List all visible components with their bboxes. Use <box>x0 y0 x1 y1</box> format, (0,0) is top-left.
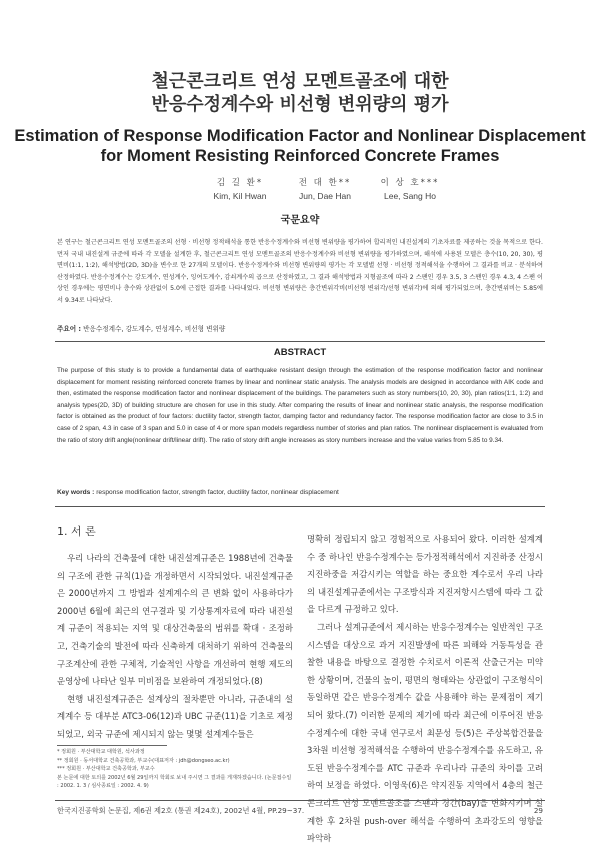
abstract-english-heading: ABSTRACT <box>273 347 327 358</box>
footer <box>57 806 543 816</box>
keywords-korean-label: 주요어 : <box>57 325 82 333</box>
title-english-line-2: for Moment Resisting Reinforced Concrete Frames <box>100 147 500 165</box>
footer-divider <box>55 800 545 801</box>
abstract-korean-text: 본 연구는 철근콘크리트 연성 모멘트골조의 선형 · 비선형 정적해석을 통한 반응수정계수와 비선형 변위량을 평가하여 합리적인 내진설계의 기초자료를 제공하는 것을 목적으로 한다. 먼저 국내 내진설계 규준에 따라 각 모델을 설계한 후, 철근콘크리트 연성 모멘트골조의 반응수정계수와 비선형 변위량을 평가하였으며, 해석에 사용된 모델은 층수(10, 20, 30), 평면비(1:1, 1:2), 해석방법(2D, 3D)을 변수로 한 27개의 모델이다. 반응수정계수와 비선형 변위량의 평가는 각 모델별 선형 · 비선형 정적해석을 수행하여 그 결과를 비교 · 분석하여 산정하였다. 반응수정계수는 강도계수, 연성계수, 잉여도계수, 감쇠계수의 곱으로 산정하였고, 그 결과 해석방법과 지형골조에 따라 2 스팬인 경우 3.5, 3 스팬인 경우 4.3, 4 스팬 이상인 경우에는 평면비나 층수와 상관없이 5.0에 근접한 결과를 나타내었다. 비선형 변위량은 층간변위각비(비선형 변위각/선형 변위각)에 의해 평가되었으며, 층간변위비는 5.85에서 9.34로 나타났다. <box>57 239 543 304</box>
footnote-2: ** 정회원 · 동서대학교 건축공학과, 부교수(대표저자 : jdh@dongseo.ac.kr) <box>57 757 230 764</box>
author-3-korean: 이 상 호*** <box>380 178 440 188</box>
section-title-introduction: 1. 서 론 <box>57 525 96 538</box>
left-column <box>57 550 293 744</box>
title-korean-line-2: 반응수정계수와 비선형 변위량의 평가 <box>151 94 449 115</box>
author-2 <box>280 176 370 203</box>
keywords-korean <box>57 323 543 333</box>
footnote-divider <box>57 745 167 746</box>
divider-after-korean-keywords <box>55 341 545 342</box>
footnotes <box>57 748 293 791</box>
author-2-korean: 전 대 한** <box>298 178 352 188</box>
abstract-korean-heading: 국문요약 <box>280 215 320 226</box>
author-1-english: Kim, Kil Hwan <box>213 191 267 201</box>
page-number: 29 <box>533 806 543 815</box>
abstract-english-text: The purpose of this study is to provide a fundamental data of earthquake resistant design through the estimation of the response modification factor and nonlinear displacement for moment resisting reinforced concrete frames by linear and nonlinear static analysis. The analysis models are designed in accordance with AIK code and then, estimated the response modification factor and nonlinear displacement of the buildings. The parameters such as story numbers(10, 20, 30), plan ratios(1:1, 1:2) and analysis types(2D, 3D) of building structure are chosen for use in this study. After comparing the results of linear and nonlinear static analysis, the response modification factor is obtained as the product of four factors: ductility factor, strength factor, damping factor and redundancy factor. The response modification factor are close to 3.5 in case of 2 span, 4.3 in case of 3 span and 5.0 in case of 4 or more span models regardless number of stories and plan ratios. The nonlinear displacement is evaluated from the ratio of story drift angle(nonlinear drift/linear drift). The ratio of story drift angle increases as story numbers increase and the value varies from 5.85 to 9.34. <box>57 367 543 444</box>
divider-after-english-keywords <box>55 506 545 507</box>
author-1 <box>195 176 285 203</box>
author-3 <box>365 176 455 203</box>
author-3-english: Lee, Sang Ho <box>384 191 436 201</box>
title-english-line-1: Estimation of Response Modification Factor and Nonlinear Displacement <box>14 127 586 145</box>
keywords-korean-text: 반응수정계수, 강도계수, 연성계수, 비선형 변위량 <box>83 325 226 333</box>
footnote-1: * 정회원 · 부산대학교 대학원, 석사과정 <box>57 749 145 755</box>
left-paragraph-1: 우리 나라의 건축물에 대한 내진설계규준은 1988년에 건축물의 구조에 관한 규칙(1)을 개정하면서 시작되었다. 내진설계규준은 2000년까지 그 방법과 설계계수의 큰 변화 없이 사용하다가 2000년 6월에 최근의 연구결과 및 기상통계자료에 따라 내진설계 규준이 적용되는 지역 및 대상건축물의 범위를 확대 · 조정하고, 건축기술의 발전에 따라 신축하게 대처하기 위하여 건축물의 구조계산에 관한 구체적, 기술적인 사항을 개선하여 현행 제도의 운영상에 나타난 일부 미비점을 보완하여 개정되었다.(8) <box>57 553 293 687</box>
keywords-english-label: Key words : <box>57 489 95 496</box>
author-1-korean: 김 길 환* <box>216 178 264 188</box>
footnote-3: *** 정회원 · 부산대학교 건축공학과, 부교수 <box>57 766 155 773</box>
keywords-english-text: response modification factor, strength factor, ductility factor, nonlinear displacement <box>96 489 339 496</box>
journal-citation: 한국지진공학회 논문집, 제6권 제2호 (통권 제24호), 2002년 4월, PP.29~37. <box>57 806 305 815</box>
footnote-4: 본 논문에 대한 토의를 2002년 6월 29일까지 학회로 보내 주시면 그 결과를 게재하겠습니다. (논문접수일 : 2002. 1. 3 / 심사종료일 : 2002. 4. 9) <box>57 774 292 790</box>
keywords-english <box>57 489 543 496</box>
author-2-english: Jun, Dae Han <box>299 191 351 201</box>
title-korean-line-1: 철근콘크리트 연성 모멘트골조에 대한 <box>151 71 449 92</box>
right-paragraph-1: 명확히 정립되지 않고 경험적으로 사용되어 왔다. 이러한 설계계수 중 하나인 반응수정계수는 등가정적해석에서 지진하중 산정시 지진하중을 저감시키는 역할을 하는 중요한 계수로서 우리 나라의 내진설계규준에서는 구조방식과 지진저항시스템에 따라 그 값을 다르게 규정하고 있다. <box>307 534 543 615</box>
right-paragraph-2: 그러나 설계규준에서 제시하는 반응수정계수는 일반적인 구조시스템을 대상으로 과거 지진발생에 따른 피해와 거동특성을 관찰한 내용을 바탕으로 결정한 수치로서 이론적 산출근거는 미약한 상황이며, 건물의 높이, 평면의 형태와는 상관없이 구조형식이 동일하면 같은 반응수정계수 값을 사용해야 하는 문제점이 제기되어 왔다.(7) 이러한 문제의 제기에 따라 최근에 이루어진 반응수정계수에 대한 국내 연구로서 최문성 등(5)은 주상복합건물을 3차원 비선형 정적해석을 수행하여 반응수정계수를 유도하고, 유도된 반응수정계수를 ATC 규준과 우리나라 규준의 차이를 고려하여 보정을 하였다. 이영욱(6)은 약지진동 지역에서 4층의 철근콘크리트 연성 모멘트골조를 스팬과 경간(bay)을 변화시키며 설계한 후 2차원 push-over 해석을 수행하여 초과강도의 영향을 파악하 <box>307 621 543 844</box>
left-paragraph-2: 현행 내진설계규준은 설계상의 절차뿐만 아니라, 규준내의 설계계수 등 대부분 ATC3-06(12)과 UBC 규준(11)을 기초로 제정되었고, 외국 규준에 제시되지 않는 몇몇 설계계수들은 <box>57 693 293 739</box>
